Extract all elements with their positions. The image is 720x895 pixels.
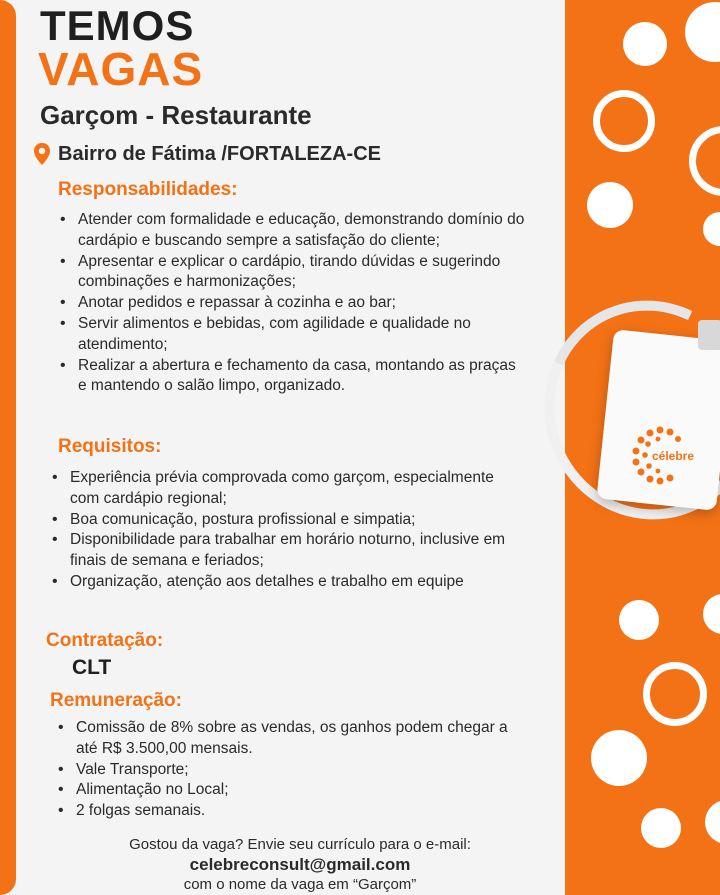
decor-dot: [587, 182, 633, 228]
headline-line2: VAGAS: [38, 43, 204, 95]
list-item: • Disponibilidade para trabalhar em horário noturno, inclusive em finais de semana e feriados;: [50, 530, 520, 572]
location-pin-icon: [32, 142, 52, 166]
job-title: Garçom - Restaurante: [40, 100, 312, 130]
list-item: • Vale Transporte;: [56, 760, 526, 781]
celebre-logo: [630, 425, 708, 485]
location: [32, 142, 381, 166]
decor-dot: [705, 800, 720, 844]
footer-instruction: Gostou da vaga? Envie seu currículo para o e-mail:: [129, 836, 471, 853]
responsibilities-list: [58, 210, 528, 397]
list-item: • Servir alimentos e bebidas, com agilidade e qualidade no atendimento;: [58, 314, 528, 356]
requirements-list: [50, 468, 520, 593]
responsibilities-heading: Responsabilidades:: [58, 179, 238, 200]
compensation-heading: Remuneração:: [50, 690, 182, 711]
location-text: Bairro de Fátima /FORTALEZA-CE: [58, 142, 381, 165]
footer-subject-note: com o nome da vaga em “Garçom”: [183, 876, 417, 893]
decor-dot: [703, 212, 720, 246]
list-item: • Anotar pedidos e repassar à cozinha e ao bar;: [58, 293, 528, 314]
list-item: • Atender com formalidade e educação, demonstrando domínio do cardápio e buscando sempre a satisfação do cliente;: [58, 210, 528, 252]
decor-dot: [591, 730, 647, 786]
headline-line1: TEMOS: [40, 2, 195, 49]
requirements-heading: Requisitos:: [58, 436, 162, 457]
decor-dot: [619, 600, 659, 640]
svg-text:célebre: célebre: [652, 449, 695, 463]
badge-clip: [698, 320, 720, 350]
list-item: • Comissão de 8% sobre as vendas, os ganhos podem chegar a até R$ 3.500,00 mensais.: [56, 718, 526, 760]
list-item: • Apresentar e explicar o cardápio, tirando dúvidas e sugerindo combinações e harmonizações;: [58, 252, 528, 294]
decor-dot: [703, 594, 720, 634]
decor-dot: [623, 22, 667, 66]
list-item: • Realizar a abertura e fechamento da casa, montando as praças e mantendo o salão limpo, organizado.: [58, 356, 528, 398]
decor-ring: [593, 90, 655, 152]
decor-dot: [641, 808, 681, 848]
contact-email: celebreconsult@gmail.com: [189, 855, 411, 874]
decor-dot: [685, 2, 720, 62]
compensation-list: [56, 718, 526, 822]
list-item: • Boa comunicação, postura profissional e simpatia;: [50, 510, 520, 531]
list-item: • Alimentação no Local;: [56, 780, 526, 801]
list-item: • Experiência prévia comprovada como garçom, especialmente com cardápio regional;: [50, 468, 520, 510]
decor-ring: [689, 126, 720, 196]
decor-ring: [643, 662, 707, 726]
contract-type: CLT: [72, 656, 112, 679]
list-item: • Organização, atenção aos detalhes e trabalho em equipe: [50, 572, 520, 593]
list-item: • 2 folgas semanais.: [56, 801, 526, 822]
contract-heading: Contratação:: [46, 630, 164, 651]
